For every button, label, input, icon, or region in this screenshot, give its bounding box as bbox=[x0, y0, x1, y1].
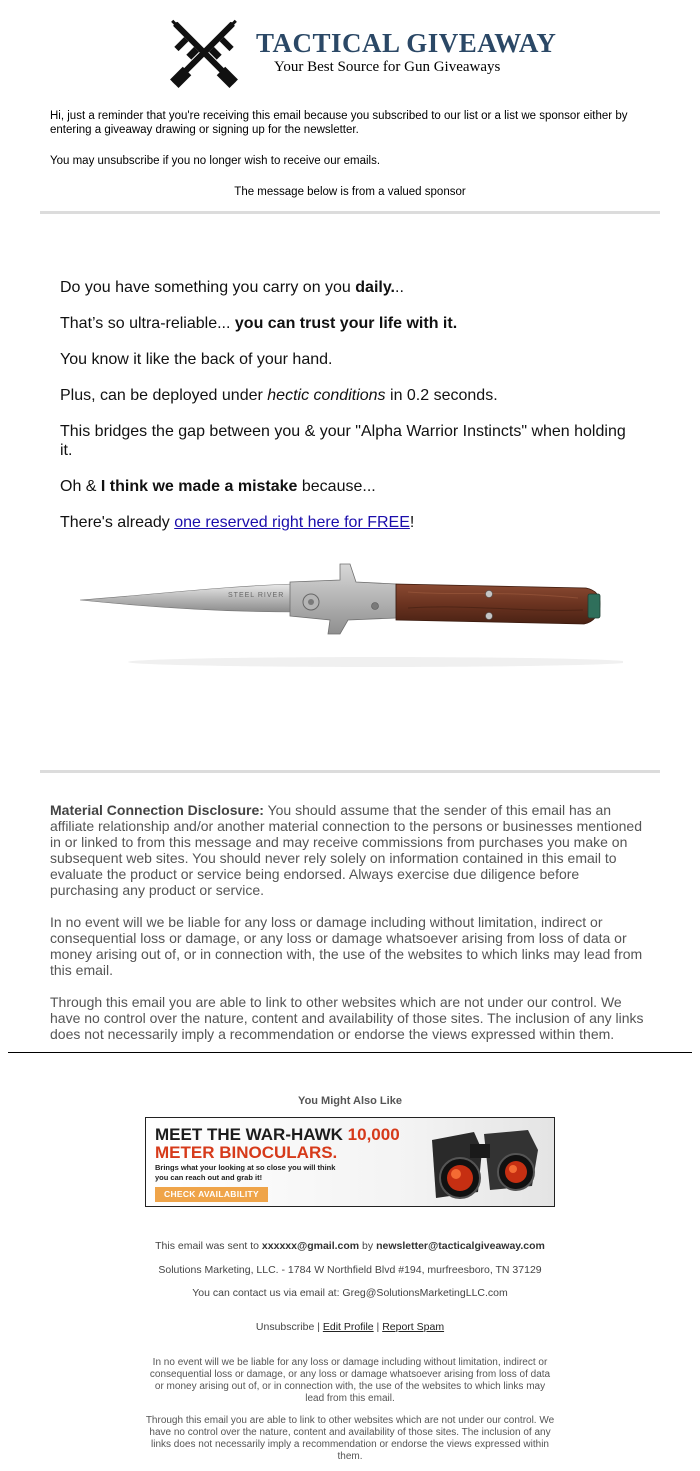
banner-headline: MEET THE WAR-HAWK 10,000 METER BINOCULARS. bbox=[155, 1125, 400, 1162]
disclosure-block bbox=[50, 802, 650, 1058]
bottom-divider bbox=[40, 770, 660, 773]
edit-profile-link[interactable]: Edit Profile bbox=[322, 1321, 374, 1333]
logo-subtitle: Your Best Source for Gun Giveaways bbox=[274, 59, 501, 75]
sponsor-line: The message below is from a valued sponsor bbox=[234, 186, 466, 198]
banner-body: Brings what your looking at so close you will think you can reach out and grab it! bbox=[155, 1163, 336, 1182]
top-divider bbox=[40, 211, 660, 214]
check-availability-button[interactable]: CHECK AVAILABILITY bbox=[155, 1187, 268, 1202]
binoculars-ad-banner[interactable] bbox=[145, 1117, 555, 1207]
message-paragraph: Do you have something you carry on you daily... bbox=[60, 279, 404, 296]
sent-to-line: This email was sent to xxxxxx@gmail.com by newsletter@tacticalgiveaway.com bbox=[155, 1240, 545, 1252]
intro-block bbox=[50, 109, 655, 185]
message-paragraph: Oh & I think we made a mistake because... bbox=[60, 478, 376, 495]
footer-links-text: Through this email you are able to link to other websites which are not under our control. We have no control over the nature, content and availability of those sites. The inclusion of any links does not necessarily imply a recommendation or endorse the views expressed within them. bbox=[145, 1415, 555, 1462]
knife-brand-engraving: STEEL RIVER bbox=[228, 592, 285, 599]
message-paragraph: Plus, can be deployed under hectic conditions in 0.2 seconds. bbox=[60, 387, 498, 404]
contact-line: You can contact us via email at: Greg@SolutionsMarketingLLC.com bbox=[192, 1287, 508, 1299]
section-rule bbox=[8, 1052, 692, 1053]
footer-links: Unsubscribe | Edit Profile | Report Spam bbox=[255, 1321, 445, 1333]
material-connection-disclosure: Material Connection Disclosure: You should assume that the sender of this email has an affiliate relationship and/or another material connection to the persons or businesses mentioned in or linked to from this message and may receive commissions from purchases you make on subsequent web sites. You should never rely solely on information contained in this email to evaluate the product or service being endorsed. Always exercise due diligence before purchasing any product or service. bbox=[50, 802, 642, 898]
unsubscribe-link[interactable]: Unsubscribe bbox=[255, 1321, 315, 1333]
free-offer-link[interactable]: one reserved right here for FREE bbox=[174, 514, 410, 531]
message-paragraph: This bridges the gap between you & your "Alpha Warrior Instincts" when holding it. bbox=[60, 423, 626, 459]
logo-title: TACTICAL GIVEAWAY bbox=[256, 28, 557, 58]
crossed-rifles-icon bbox=[158, 10, 250, 98]
subscription-reminder: Hi, just a reminder that you're receiving this email because you subscribed to our list or a list we sponsor either by entering a giveaway drawing or signing up for the newsletter. bbox=[50, 110, 628, 136]
liability-disclaimer: In no event will we be liable for any loss or damage including without limitation, indirect or consequential loss or damage, or any loss or damage whatsoever arising from loss of data or money arising out of, or in connection with, the use of the websites to which links may lead from this email. bbox=[50, 914, 643, 978]
footer-liability-text: In no event will we be liable for any loss or damage including without limitation, indirect or consequential loss or damage, or any loss or damage whatsoever arising from loss of data or money arising out of, or in connection with, the use of the websites to which links may lead from this email. bbox=[149, 1357, 551, 1404]
unsubscribe-note: You may unsubscribe if you no longer wish to receive our emails. bbox=[50, 155, 381, 167]
knife-product-image[interactable] bbox=[78, 560, 623, 672]
report-spam-link[interactable]: Report Spam bbox=[382, 1321, 445, 1333]
email-header bbox=[0, 0, 700, 100]
sponsor-message bbox=[60, 278, 635, 549]
message-paragraph: That’s so ultra-reliable... you can trust your life with it. bbox=[60, 315, 458, 332]
also-like-heading: You Might Also Like bbox=[298, 1095, 402, 1107]
message-paragraph: You know it like the back of your hand. bbox=[60, 351, 333, 368]
company-address: Solutions Marketing, LLC. - 1784 W Northfield Blvd #194, murfreesboro, TN 37129 bbox=[158, 1264, 542, 1276]
message-paragraph: There's already one reserved right here for FREE! bbox=[60, 514, 415, 531]
external-links-disclaimer: Through this email you are able to link to other websites which are not under our control. We have no control over the nature, content and availability of those sites. The inclusion of any links does not necessarily imply a recommendation or endorse the views expressed within them. bbox=[50, 994, 644, 1042]
binoculars-icon bbox=[412, 1120, 552, 1206]
